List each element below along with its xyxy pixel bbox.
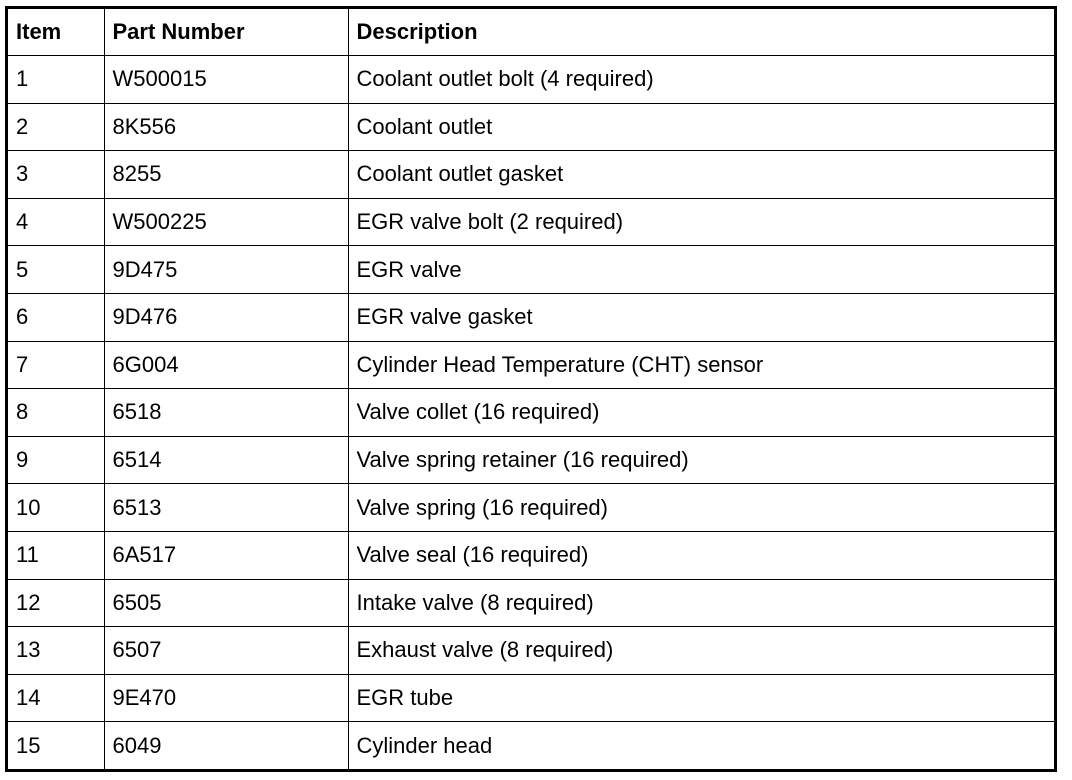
cell-description: Valve seal (16 required): [348, 531, 1054, 579]
header-part-number: Part Number: [104, 9, 348, 56]
table-row: [8, 341, 1054, 389]
cell-description: Valve spring retainer (16 required): [348, 436, 1054, 484]
table-row: [8, 198, 1054, 246]
cell-description: Intake valve (8 required): [348, 579, 1054, 627]
cell-item: 7: [8, 341, 104, 389]
header-description: Description: [348, 9, 1054, 56]
table-body: [8, 56, 1054, 770]
cell-description: Coolant outlet: [348, 103, 1054, 151]
cell-description: Exhaust valve (8 required): [348, 627, 1054, 675]
cell-item: 10: [8, 484, 104, 532]
cell-item: 6: [8, 293, 104, 341]
cell-part-number: 6049: [104, 722, 348, 769]
cell-item: 14: [8, 674, 104, 722]
table-row: [8, 531, 1054, 579]
table-row: [8, 484, 1054, 532]
table-row: [8, 436, 1054, 484]
cell-part-number: 6518: [104, 389, 348, 437]
cell-part-number: 6G004: [104, 341, 348, 389]
cell-part-number: 6514: [104, 436, 348, 484]
cell-item: 9: [8, 436, 104, 484]
cell-item: 3: [8, 151, 104, 199]
parts-table-frame: [5, 6, 1057, 772]
cell-description: Coolant outlet bolt (4 required): [348, 56, 1054, 104]
cell-item: 11: [8, 531, 104, 579]
cell-description: Valve spring (16 required): [348, 484, 1054, 532]
cell-part-number: 9D475: [104, 246, 348, 294]
table-row: [8, 103, 1054, 151]
cell-item: 13: [8, 627, 104, 675]
header-row: [8, 9, 1054, 56]
cell-part-number: 6513: [104, 484, 348, 532]
cell-item: 2: [8, 103, 104, 151]
header-item: Item: [8, 9, 104, 56]
cell-part-number: 8K556: [104, 103, 348, 151]
table-row: [8, 627, 1054, 675]
cell-item: 4: [8, 198, 104, 246]
cell-part-number: 9D476: [104, 293, 348, 341]
cell-description: Cylinder Head Temperature (CHT) sensor: [348, 341, 1054, 389]
parts-table: [8, 9, 1054, 769]
cell-description: EGR valve bolt (2 required): [348, 198, 1054, 246]
cell-description: Valve collet (16 required): [348, 389, 1054, 437]
cell-part-number: 8255: [104, 151, 348, 199]
cell-description: Coolant outlet gasket: [348, 151, 1054, 199]
cell-description: EGR tube: [348, 674, 1054, 722]
table-row: [8, 246, 1054, 294]
cell-item: 5: [8, 246, 104, 294]
table-row: [8, 389, 1054, 437]
table-row: [8, 151, 1054, 199]
cell-part-number: W500225: [104, 198, 348, 246]
cell-description: EGR valve gasket: [348, 293, 1054, 341]
cell-item: 8: [8, 389, 104, 437]
table-row: [8, 579, 1054, 627]
cell-part-number: 6A517: [104, 531, 348, 579]
cell-part-number: 6505: [104, 579, 348, 627]
cell-part-number: 9E470: [104, 674, 348, 722]
table-row: [8, 722, 1054, 769]
cell-description: EGR valve: [348, 246, 1054, 294]
table-row: [8, 674, 1054, 722]
cell-item: 15: [8, 722, 104, 769]
cell-item: 1: [8, 56, 104, 104]
table-row: [8, 293, 1054, 341]
cell-part-number: 6507: [104, 627, 348, 675]
cell-part-number: W500015: [104, 56, 348, 104]
cell-item: 12: [8, 579, 104, 627]
cell-description: Cylinder head: [348, 722, 1054, 769]
table-row: [8, 56, 1054, 104]
